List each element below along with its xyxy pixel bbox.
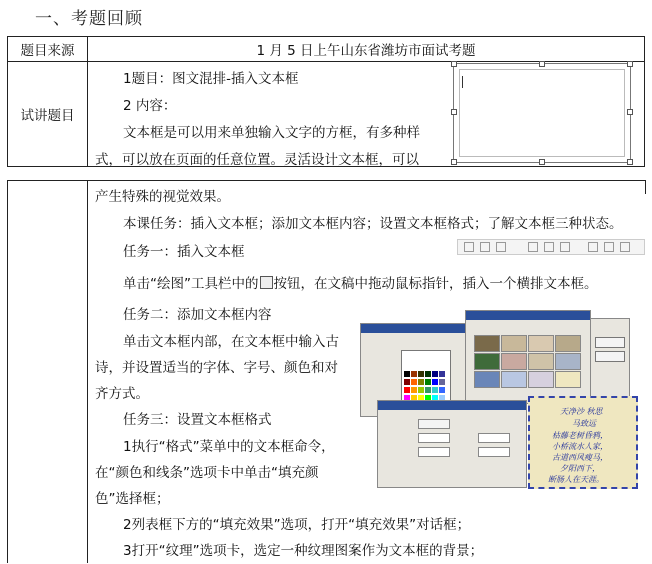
step-text-before: 单击“绘图”工具栏中的 [123, 276, 259, 292]
poem-title: 天净沙 秋思 [560, 407, 603, 416]
content-line-10: 在“颜色和线条”选项卡中单击“填充颜 [95, 465, 319, 481]
content-line-6: 诗，并设置适当的字体、字号、颜色和对 [95, 360, 338, 376]
question-line-3: 文本框是可以用来单独输入文字的方框，有多种样 [123, 125, 420, 141]
content-line-12: 2列表框下方的“填充效果”选项，打开“填充效果”对话框； [123, 517, 471, 533]
fill-effects-dialog-image [465, 310, 591, 404]
drawing-toolbar-image [457, 239, 645, 255]
question-line-4: 式，可以放在页面的任意位置。灵活设计文本框，可以 [95, 152, 419, 168]
section-heading: 一、考题回顾 [35, 9, 143, 29]
content-line-9: 1执行“格式”菜单中的文本框命令， [123, 439, 335, 455]
question-label: 试讲题目 [8, 62, 88, 167]
question-line-2: 2 内容： [123, 98, 177, 114]
poem-line-1: 枯藤老树昏鸦， [552, 431, 608, 440]
poem-textbox-image [528, 396, 638, 489]
task-two-title: 任务二：添加文本框内容 [123, 307, 272, 323]
poem-author: 马致远 [572, 419, 596, 428]
poem-line-5: 断肠人在天涯。 [548, 475, 604, 484]
textbox-button-icon [260, 276, 273, 289]
content-line-1: 产生特殊的视觉效果。 [95, 189, 230, 205]
dialog-buttons-image [590, 318, 630, 398]
content-line-13: 3打开“纹理”选项卡，选定一种纹理图案作为文本框的背景； [123, 543, 484, 559]
content-line-2: 本课任务：插入文本框；添加文本框内容；设置文本框格式；了解文本框三种状态。 [123, 216, 623, 232]
content-line-7: 齐方式。 [95, 386, 149, 402]
content-line-5: 单击文本框内部，在文本框中输入古 [123, 334, 339, 350]
poem-line-2: 小桥流水人家， [552, 442, 608, 451]
textbox-preview-image [453, 63, 631, 163]
content-line-11: 色”选择框； [95, 491, 170, 507]
source-label: 题目来源 [8, 37, 88, 62]
source-value: 1 月 5 日上午山东省潍坊市面试考题 [88, 37, 645, 62]
task-three-title: 任务三：设置文本框格式 [123, 412, 272, 428]
poem-line-3: 古道西风瘦马， [552, 453, 608, 462]
colors-lines-dialog-image [377, 400, 527, 488]
question-line-1: 1题目：图文混排-插入文本框 [123, 71, 299, 87]
task-one-step [123, 272, 598, 292]
step-text-after: 按钮，在文稿中拖动鼠标指针，插入一个横排文本框。 [273, 276, 598, 292]
poem-line-4: 夕阳西下， [560, 464, 600, 473]
task-one-title: 任务一：插入文本框 [123, 244, 245, 260]
